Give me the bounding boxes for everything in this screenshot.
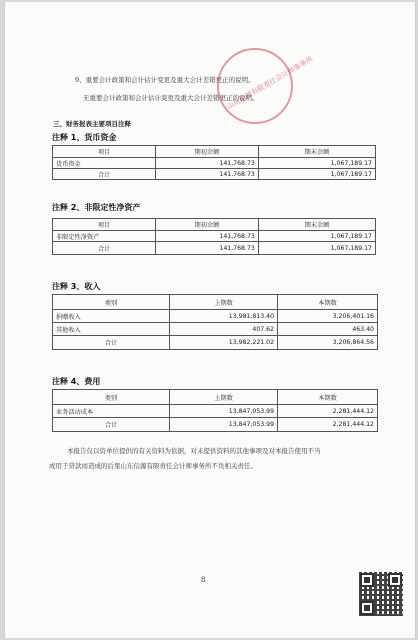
header-cell: 期末余额 [258, 219, 375, 231]
cell-value: 2,281,444.12 [278, 418, 378, 432]
note1-title: 注释 1、货币资金 [52, 133, 117, 142]
row-label: 合计 [53, 169, 156, 180]
note3-title: 注释 3、收入 [52, 282, 101, 291]
header-cell: 上期数 [170, 295, 278, 310]
row-label: 合计 [53, 418, 170, 432]
row-label: 非限定性净资产 [53, 231, 156, 242]
cell-value: 141,768.73 [156, 169, 259, 180]
cell-value: 1,067,189.17 [258, 158, 375, 169]
qr-code-icon [359, 572, 403, 616]
disclaimer-line-2: 或用于贷款而造成的后果山东信源有限责任会计师事务所不负相关责任。 [49, 462, 257, 470]
header-cell: 类别 [53, 295, 170, 310]
note2-table [52, 218, 376, 255]
table-row [53, 169, 376, 180]
section3-title: 三、财务报表主要项目注释 [53, 120, 131, 128]
note3-table [52, 294, 378, 350]
table-row [53, 418, 378, 432]
header-cell: 期初余额 [156, 146, 259, 158]
note4-table [52, 389, 378, 432]
seal-text: 山东信源有限责任会计师事务所 [225, 55, 315, 111]
cell-value: 13,981,813.40 [170, 310, 278, 323]
company-seal [217, 48, 315, 124]
note2-title: 注释 2、非限定性净资产 [52, 203, 141, 212]
item9-body: 无重要会计政策和会计估计变更及重大会计差错更正的说明。 [83, 94, 259, 102]
qr-finder-pattern [388, 573, 402, 587]
table-header-row [53, 219, 376, 231]
row-label: 合计 [53, 242, 156, 255]
header-cell: 类别 [53, 390, 170, 405]
disclaimer-line-1: 本报告仅以资单位提供的有关资料为依据，对未提供资料的其他事项及对本报告使用不当 [67, 447, 321, 455]
table-header-row [53, 146, 376, 158]
document-page [4, 2, 416, 638]
header-cell: 上期数 [170, 390, 278, 405]
cell-value: 13,982,221.02 [170, 336, 278, 350]
header-cell: 期初余额 [156, 219, 259, 231]
row-label: 合计 [53, 336, 170, 350]
cell-value: 1,067,189.17 [258, 231, 375, 242]
table-row [53, 405, 378, 418]
header-cell: 本期数 [278, 390, 378, 405]
cell-value: 407.62 [170, 323, 278, 336]
table-row [53, 242, 376, 255]
row-label: 捐赠收入 [53, 310, 170, 323]
qr-finder-pattern [360, 601, 374, 615]
table-row [53, 323, 378, 336]
header-cell: 项目 [53, 219, 156, 231]
table-row [53, 231, 376, 242]
row-label: 其他收入 [53, 323, 170, 336]
table-row [53, 310, 378, 323]
note1-table [52, 145, 376, 180]
cell-value: 3,206,401.16 [278, 310, 378, 323]
header-cell: 期末余额 [258, 146, 375, 158]
cell-value: 3,206,864.56 [278, 336, 378, 350]
cell-value: 1,067,189.17 [258, 242, 375, 255]
table-header-row [53, 295, 378, 310]
qr-finder-pattern [360, 573, 374, 587]
cell-value: 463.40 [278, 323, 378, 336]
cell-value: 141,768.73 [156, 231, 259, 242]
header-cell: 项目 [53, 146, 156, 158]
page-number: 8 [201, 576, 206, 584]
header-cell: 本期数 [278, 295, 378, 310]
table-header-row [53, 390, 378, 405]
table-row [53, 336, 378, 350]
table-row [53, 158, 376, 169]
item9-heading: 9、重要会计政策和会计估计变更及重大会计差错更正的说明。 [75, 76, 255, 84]
cell-value: 141,768.73 [156, 158, 259, 169]
cell-value: 2,281,444.12 [278, 405, 378, 418]
row-label: 货币资金 [53, 158, 156, 169]
cell-value: 13,847,053.99 [170, 405, 278, 418]
cell-value: 13,847,053.99 [170, 418, 278, 432]
cell-value: 141,768.73 [156, 242, 259, 255]
note4-title: 注释 4、费用 [52, 377, 101, 386]
row-label: 业务活动成本 [53, 405, 170, 418]
cell-value: 1,067,189.17 [258, 169, 375, 180]
